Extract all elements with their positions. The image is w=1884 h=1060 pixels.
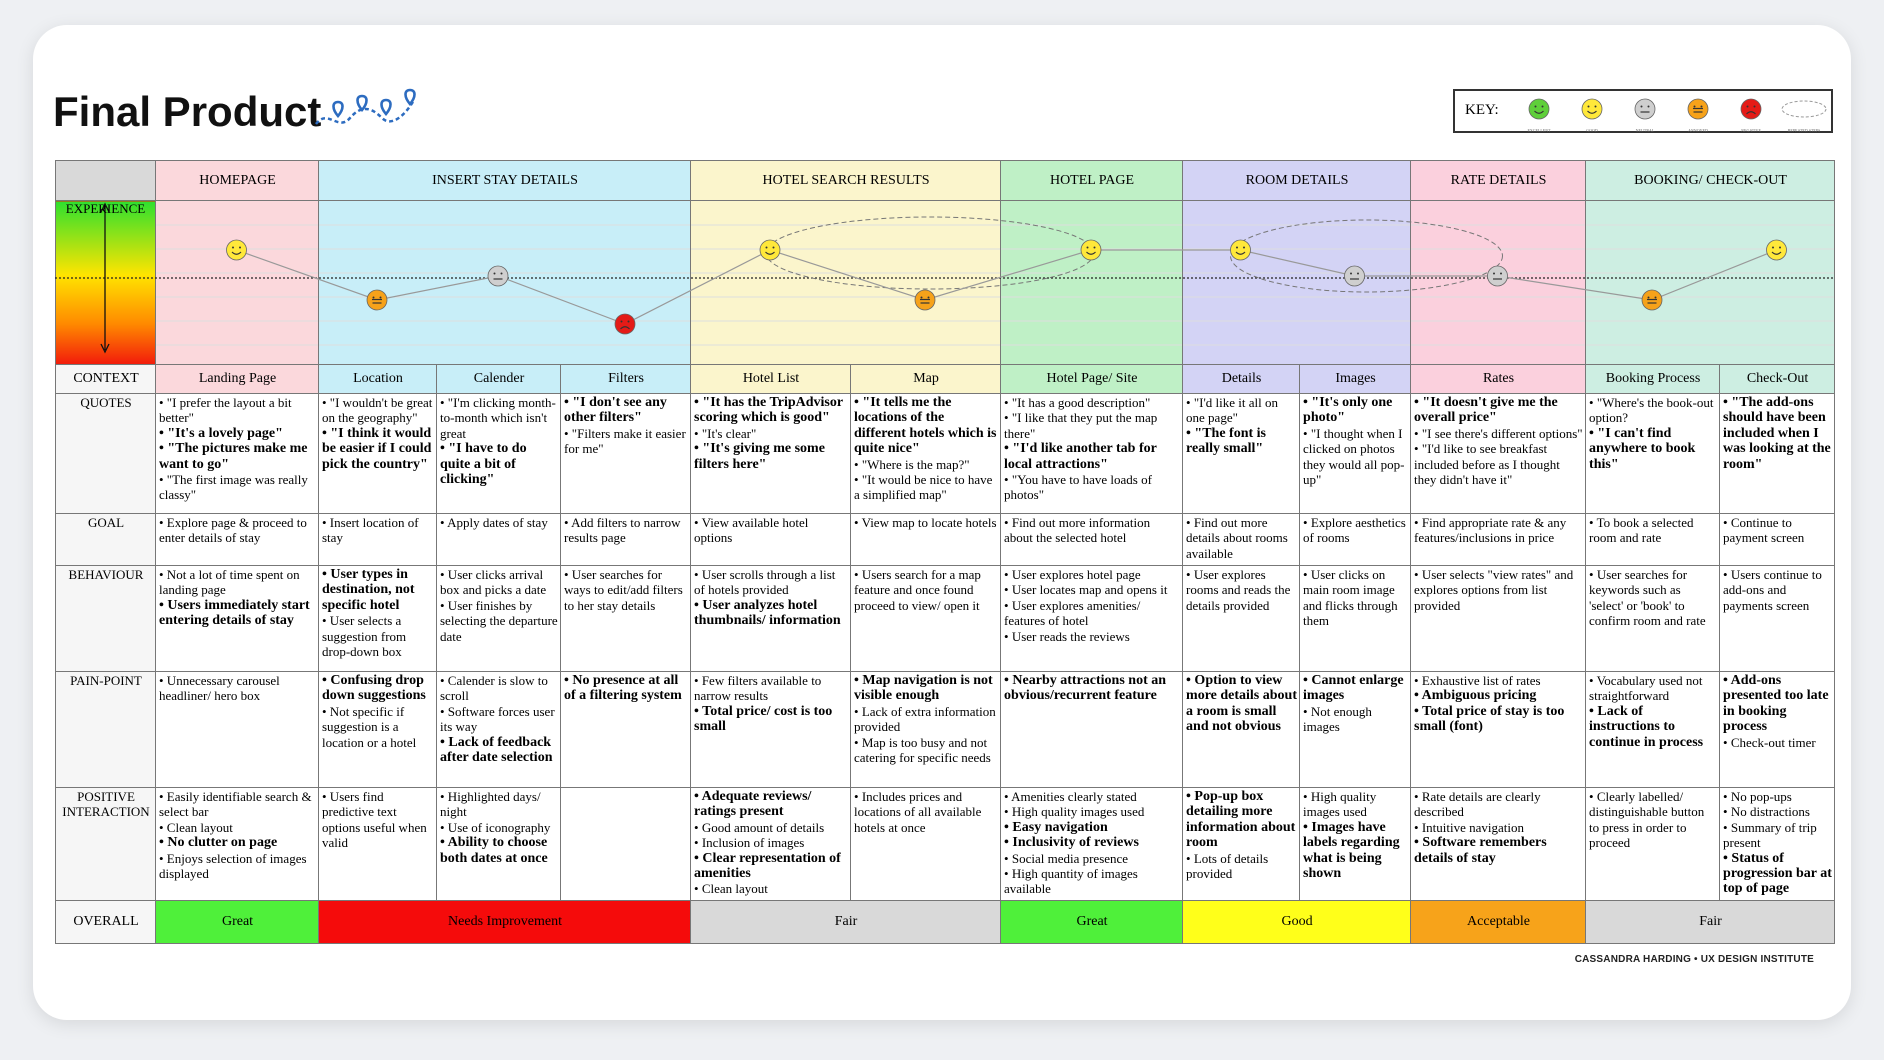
behaviour-item: • User finishes by selecting the departure date [440, 597, 558, 644]
overall-rating: Great [1001, 901, 1183, 944]
experience-point-negative-icon [615, 314, 635, 334]
pain-point-cell [1411, 672, 1586, 788]
credit-line: CASSANDRA HARDING • UX DESIGN INSTITUTE [1574, 954, 1814, 965]
quote-item: • "The add-ons should have been included when I was looking at the room" [1723, 395, 1831, 472]
overall-rating: Good [1183, 901, 1411, 944]
pain-point-item: • Total price/ cost is too small [694, 703, 833, 735]
quote-item: • "I can't find anywhere to book this" [1589, 425, 1696, 472]
overall-rating: Fair [691, 901, 1001, 944]
pain-point-item: • Total price of stay is too small (font) [1414, 703, 1565, 735]
key-item-label: NEGATIVE [1741, 128, 1761, 133]
pain-point-item: • Calender is slow to scroll [440, 673, 548, 704]
positive-item: • No distractions [1723, 804, 1810, 820]
key-excellent [1513, 96, 1565, 133]
experience-point-good-icon [1081, 240, 1101, 260]
pain-point-cell [1586, 672, 1720, 788]
phase-header: HOTEL SEARCH RESULTS [691, 161, 1001, 201]
positive-cell [851, 788, 1001, 901]
phase-header: HOMEPAGE [156, 161, 319, 201]
context-cell: Landing Page [156, 365, 319, 394]
quote-item: • "It's clear" [694, 425, 757, 441]
behaviour-cell [561, 566, 691, 672]
quote-item: • "Filters make it easier for me" [564, 425, 686, 457]
goal-cell [1720, 514, 1835, 566]
quote-cell [691, 394, 851, 514]
experience-point-annoyed-icon [367, 290, 387, 310]
goal-item: • Find out more information about the selected hotel [1004, 515, 1151, 546]
pain-point-cell [1001, 672, 1183, 788]
key-item-label: EXCELLENT [1527, 128, 1551, 133]
positive-item: • Use of iconography [440, 819, 551, 835]
behaviour-label: BEHAVIOUR [56, 566, 156, 672]
positive-item: • Clearly labelled/ distinguishable button to press in order to proceed [1589, 789, 1705, 851]
pain-point-item: • Not specific if suggestion is a location or a hotel [322, 703, 417, 750]
quote-item: • "I prefer the layout a bit better" [159, 395, 292, 426]
behaviour-cell [156, 566, 319, 672]
positive-cell [156, 788, 319, 901]
pain-point-cell [561, 672, 691, 788]
pain-point-cell [851, 672, 1001, 788]
positive-cell [437, 788, 561, 901]
pain-point-item: • Map is too busy and not catering for specific needs [854, 734, 991, 766]
positive-item: • Status of progression bar at top of page [1723, 850, 1832, 897]
behaviour-item: • User selects "view rates" and explores options from list provided [1414, 567, 1574, 613]
positive-cell [1720, 788, 1835, 901]
positive-cell [691, 788, 851, 901]
positive-interaction-label: POSITIVE INTERACTION [56, 788, 156, 901]
pain-point-cell [1183, 672, 1300, 788]
positive-item: • Clean layout [159, 819, 233, 835]
behaviour-item: • User clicks arrival box and picks a date [440, 567, 547, 598]
context-cell: Images [1300, 365, 1411, 394]
experience-point-annoyed-icon [915, 290, 935, 310]
repeated-face-icon [1781, 96, 1827, 122]
quote-cell [1001, 394, 1183, 514]
experience-point-good-icon [227, 240, 247, 260]
pain-point-cell [691, 672, 851, 788]
repeated-steps-ellipse [766, 217, 1094, 289]
pain-point-item: • Check-out timer [1723, 734, 1816, 750]
quote-item: • "It's a lovely page" [159, 425, 283, 441]
context-cell: Check-Out [1720, 365, 1835, 394]
goal-item: • Find appropriate rate & any features/inclusions in price [1414, 515, 1567, 546]
positive-item: • Includes prices and locations of all available hotels at once [854, 789, 982, 835]
pain-point-item: • Nearby attractions not an obvious/recurrent feature [1004, 673, 1167, 704]
quote-item: • "I like that they put the map there" [1004, 410, 1158, 441]
behaviour-item: • Users search for a map feature and once found proceed to view/ open it [854, 567, 981, 613]
pain-point-cell [156, 672, 319, 788]
behaviour-item: • User explores amenities/ features of hotel [1004, 597, 1141, 629]
positive-item: • Social media presence [1004, 850, 1129, 866]
behaviour-item: • User searches for ways to edit/add filters to her stay details [564, 567, 683, 613]
goal-cell [1001, 514, 1183, 566]
positive-item: • Users find predictive text options useful when valid [322, 789, 427, 851]
key-face [1582, 99, 1602, 119]
quote-item: • "I thought when I clicked on photos they would all pop-up" [1303, 425, 1405, 488]
key-label: KEY: [1465, 102, 1499, 118]
experience-point-annoyed-icon [1642, 290, 1662, 310]
quote-item: • "It's only one photo" [1303, 395, 1393, 426]
positive-item: • Good amount of details [694, 819, 825, 835]
quote-item: • "I'd like to see breakfast included before as I thought they didn't have it" [1414, 441, 1560, 488]
quote-item: • "The first image was really classy" [159, 472, 308, 503]
annoyed-face-icon [1685, 96, 1711, 122]
quote-cell [1411, 394, 1586, 514]
behaviour-cell [1300, 566, 1411, 672]
pain-point-item: • Lack of feedback after date selection [440, 734, 553, 766]
quote-item: • "You have to have loads of photos" [1004, 472, 1152, 503]
pain-point-item: • Not enough images [1303, 703, 1372, 735]
quote-item: • "I think it would be easier if I could pick the country" [322, 425, 432, 472]
context-cell: Rates [1411, 365, 1586, 394]
quote-item: • "The font is really small" [1186, 425, 1266, 457]
context-cell: Filters [561, 365, 691, 394]
quote-item: • "I'd like it all on one page" [1186, 395, 1279, 426]
goal-item: • Continue to payment screen [1723, 515, 1805, 546]
overall-rating: Acceptable [1411, 901, 1586, 944]
key-repeated [1778, 96, 1830, 133]
key-negative [1725, 96, 1777, 133]
positive-item: • Software remembers details of stay [1414, 835, 1547, 866]
context-cell: Calender [437, 365, 561, 394]
behaviour-item: • Users continue to add-ons and payments screen [1723, 567, 1822, 613]
behaviour-item: • User scrolls through a list of hotels provided [694, 567, 836, 598]
quote-item: • "It's giving me some filters here" [694, 441, 825, 472]
quote-item: • "The pictures make me want to go" [159, 441, 308, 472]
repeated-steps-ellipse [1231, 220, 1503, 292]
positive-item: • Easily identifiable search & select bar [159, 789, 312, 820]
behaviour-cell [1183, 566, 1300, 672]
positive-cell [1300, 788, 1411, 901]
mood-key [1453, 89, 1833, 133]
phase-header: INSERT STAY DETAILS [319, 161, 691, 201]
positive-cell [1411, 788, 1586, 901]
pain-point-item: • Vocabulary used not straightforward [1589, 673, 1703, 704]
positive-item: • No pop-ups [1723, 789, 1792, 804]
quote-cell [561, 394, 691, 514]
key-item-label: NEUTRAL [1635, 128, 1655, 133]
goal-cell [1586, 514, 1720, 566]
positive-item: • Inclusivity of reviews [1004, 835, 1139, 851]
positive-cell [1001, 788, 1183, 901]
goal-cell [851, 514, 1001, 566]
quote-cell [1586, 394, 1720, 514]
excellent-face-icon [1526, 96, 1552, 122]
experience-point-neutral-icon [1488, 266, 1508, 286]
behaviour-item: • User explores rooms and reads the details provided [1186, 567, 1291, 613]
positive-item: • Enjoys selection of images displayed [159, 850, 307, 882]
pain-point-item: • Few filters available to narrow results [694, 673, 822, 704]
goal-item: • Add filters to narrow results page [564, 515, 681, 546]
behaviour-cell [1001, 566, 1183, 672]
positive-item: • Adequate reviews/ ratings present [694, 789, 812, 820]
positive-item: • Ability to choose both dates at once [440, 835, 548, 866]
overall-rating: Needs Improvement [319, 901, 691, 944]
quote-item: • "I wouldn't be great on the geography" [322, 395, 433, 426]
behaviour-cell [1720, 566, 1835, 672]
context-cell: Location [319, 365, 437, 394]
positive-cell [1183, 788, 1300, 901]
quote-item: • "I'd like another tab for local attractions" [1004, 441, 1157, 472]
goal-item: • Explore aesthetics of rooms [1303, 515, 1406, 546]
goal-item: • Explore page & proceed to enter details of stay [159, 515, 307, 546]
goal-cell [561, 514, 691, 566]
key-item-label: ANNOYED [1688, 128, 1708, 133]
quote-item: • "It would be nice to have a simplified map" [854, 472, 993, 503]
pain-point-cell [437, 672, 561, 788]
context-cell: Hotel List [691, 365, 851, 394]
phase-header: ROOM DETAILS [1183, 161, 1411, 201]
context-cell: Details [1183, 365, 1300, 394]
quote-item: • "It has the TripAdvisor scoring which is good" [694, 395, 843, 426]
overall-rating: Fair [1586, 901, 1835, 944]
experience-point-good-icon [1231, 240, 1251, 260]
experience-label: EXPERIENCE [65, 201, 146, 216]
quote-item: • "I see there's different options" [1414, 425, 1583, 441]
goal-cell [1300, 514, 1411, 566]
phase-header: BOOKING/ CHECK-OUT [1586, 161, 1835, 201]
behaviour-item: • User selects a suggestion from drop-down box [322, 613, 407, 660]
positive-item: • Clear representation of amenities [694, 850, 841, 882]
behaviour-item: • User analyzes hotel thumbnails/ information [694, 597, 841, 629]
key-item-label: REPEATED STEPS [1787, 128, 1821, 133]
key-face [1635, 99, 1655, 119]
behaviour-cell [319, 566, 437, 672]
positive-item: • Inclusion of images [694, 835, 805, 851]
positive-cell [1586, 788, 1720, 901]
positive-item: • High quality images used [1004, 804, 1145, 820]
key-face [1688, 99, 1708, 119]
experience-point-neutral-icon [1345, 266, 1365, 286]
goal-item: • Apply dates of stay [440, 515, 548, 530]
quote-item: • "I have to do quite a bit of clicking" [440, 441, 527, 488]
positive-item: • Highlighted days/ night [440, 789, 541, 820]
positive-cell [319, 788, 437, 901]
positive-item: • Rate details are clearly described [1414, 789, 1541, 820]
positive-item: • Lots of details provided [1186, 850, 1269, 882]
key-good [1566, 96, 1618, 133]
overall-rating: Great [156, 901, 319, 944]
quote-item: • "I'm clicking month-to-month which isn't great [440, 395, 556, 441]
experience-point-good-icon [760, 240, 780, 260]
goal-cell [319, 514, 437, 566]
positive-item: • No clutter on page [159, 835, 278, 851]
context-label: CONTEXT [56, 365, 156, 394]
quote-item: • "It doesn't give me the overall price" [1414, 395, 1558, 426]
experience-curve [55, 198, 1834, 366]
pain-point-cell [1720, 672, 1835, 788]
pain-point-item: • Cannot enlarge images [1303, 673, 1404, 704]
goal-item: • To book a selected room and rate [1589, 515, 1694, 546]
behaviour-item: • Users immediately start entering details of stay [159, 597, 310, 629]
key-face [1529, 99, 1549, 119]
quotes-label: QUOTES [56, 394, 156, 514]
positive-item: • Images have labels regarding what is being shown [1303, 819, 1400, 882]
goal-cell [1183, 514, 1300, 566]
behaviour-item: • User types in destination, not specific hotel [322, 567, 415, 613]
behaviour-cell [1411, 566, 1586, 672]
pain-point-item: • Software forces user its way [440, 703, 555, 735]
phase-header: RATE DETAILS [1411, 161, 1586, 201]
key-item-label: GOOD [1586, 128, 1598, 133]
pain-point-item: • Ambiguous pricing [1414, 688, 1537, 704]
positive-cell [561, 788, 691, 901]
route-pins-icon [310, 88, 422, 132]
quote-cell [851, 394, 1001, 514]
quote-cell [1300, 394, 1411, 514]
behaviour-cell [437, 566, 561, 672]
pain-point-item: • Map navigation is not visible enough [854, 673, 993, 704]
pain-point-cell [1300, 672, 1411, 788]
goal-item: • View map to locate hotels [854, 515, 997, 530]
quote-item: • "It has a good description" [1004, 395, 1151, 410]
pain-point-item: • Exhaustive list of rates [1414, 673, 1541, 688]
key-annoyed [1672, 96, 1724, 133]
goal-cell [156, 514, 319, 566]
positive-item: • High quality images used [1303, 789, 1377, 820]
pain-point-item: • Confusing drop down suggestions [322, 673, 426, 704]
pain-point-label: PAIN-POINT [56, 672, 156, 788]
quote-cell [437, 394, 561, 514]
quote-cell [319, 394, 437, 514]
experience-line [237, 250, 1777, 324]
context-cell: Map [851, 365, 1001, 394]
goal-item: • Find out more details about rooms available [1186, 515, 1288, 561]
positive-item: • Amenities clearly stated [1004, 789, 1137, 804]
pain-point-item: • Lack of instructions to continue in process [1589, 703, 1704, 750]
behaviour-cell [851, 566, 1001, 672]
positive-item: • Pop-up box detailing more information about room [1186, 789, 1296, 851]
experience-point-good-icon [1767, 240, 1787, 260]
behaviour-cell [691, 566, 851, 672]
quote-item: • "It tells me the locations of the different hotels which is quite nice" [854, 395, 997, 457]
behaviour-item: • User explores hotel page [1004, 567, 1141, 582]
key-neutral [1619, 96, 1671, 133]
behaviour-item: • Not a lot of time spent on landing page [159, 567, 300, 598]
experience-point-neutral-icon [488, 266, 508, 286]
quote-cell [1183, 394, 1300, 514]
behaviour-item: • User searches for keywords such as 'select' or 'book' to confirm room and rate [1589, 567, 1706, 629]
pain-point-item: • No presence at all of a filtering system [564, 673, 682, 704]
goal-item: • Insert location of stay [322, 515, 419, 546]
key-face [1741, 99, 1761, 119]
positive-item: • High quantity of images available [1004, 866, 1138, 897]
quote-item: • "I don't see any other filters" [564, 395, 667, 426]
positive-item: • Intuitive navigation [1414, 819, 1525, 835]
page-title: Final Product [53, 88, 322, 135]
neutral-face-icon [1632, 96, 1658, 122]
behaviour-item: • User clicks on main room image and flicks through them [1303, 567, 1398, 629]
good-face-icon [1579, 96, 1605, 122]
goal-item: • View available hotel options [694, 515, 809, 546]
goal-cell [691, 514, 851, 566]
corner-cell [56, 161, 156, 201]
quote-cell [1720, 394, 1835, 514]
quote-item: • "Where's the book-out option? [1589, 395, 1714, 426]
context-cell: Hotel Page/ Site [1001, 365, 1183, 394]
positive-item: • Clean layout [694, 881, 768, 897]
goal-cell [437, 514, 561, 566]
pain-point-item: • Unnecessary carousel headliner/ hero box [159, 673, 280, 704]
positive-item: • Easy navigation [1004, 819, 1108, 835]
pain-point-item: • Option to view more details about a room is small and not obvious [1186, 673, 1297, 735]
phase-header: HOTEL PAGE [1001, 161, 1183, 201]
goal-label: GOAL [56, 514, 156, 566]
behaviour-item: • User reads the reviews [1004, 628, 1130, 644]
context-cell: Booking Process [1586, 365, 1720, 394]
pain-point-item: • Add-ons presented too late in booking process [1723, 673, 1829, 735]
negative-face-icon [1738, 96, 1764, 122]
pain-point-cell [319, 672, 437, 788]
quote-item: • "Where is the map?" [854, 456, 970, 472]
overall-label: OVERALL [56, 901, 156, 944]
positive-item: • Summary of trip present [1723, 819, 1817, 851]
pain-point-item: • Lack of extra information provided [854, 703, 996, 735]
quote-cell [156, 394, 319, 514]
goal-cell [1411, 514, 1586, 566]
behaviour-cell [1586, 566, 1720, 672]
behaviour-item: • User locates map and opens it [1004, 582, 1168, 598]
